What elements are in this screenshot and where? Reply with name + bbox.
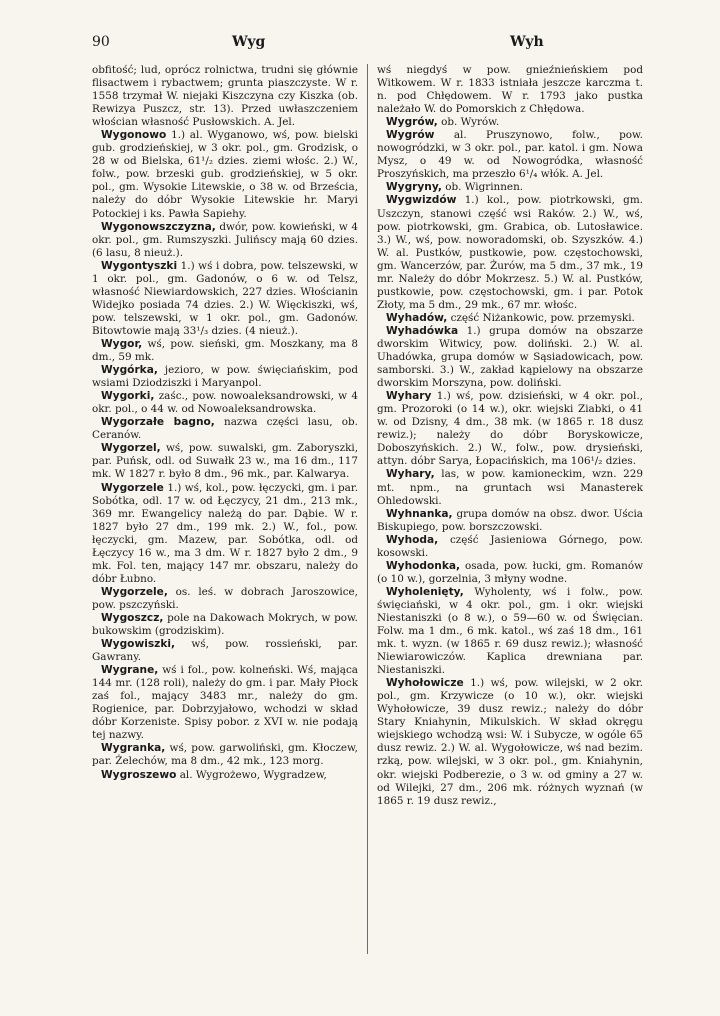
dictionary-entry: [92, 260, 358, 338]
dictionary-entry: [377, 508, 643, 534]
entry-text: część Niżankowic, pow. przemyski.: [450, 311, 635, 324]
entry-text: wś, pow. garwoliński, gm. Kłoczew, par. Żelechów, ma 8 dm., 42 mk., 123 morg.: [92, 742, 358, 768]
entry-headword: Wygryny,: [386, 181, 442, 194]
column-divider: [367, 64, 368, 954]
entry-text: wś i fol., pow. kolneński. Wś, mająca 144 mr. (128 roli), należy do gm. i par. Mały Płock zaś fol., mający 3483 mr., należy do gm. Rogienice, par. Dobrzyjałowo, wchodzi w skład dóbr Korzeniste. Spisy pobor. z XVI w. nie podają tej nazwy.: [92, 664, 358, 742]
entry-text: 1.) wś, pow. dzisieński, w 4 okr. pol., gm. Prozoroki (o 14 w.), okr. wiejski Ziabki, o 41 w. od Dzisny, 4 dm., 38 mk. (w 1865 r. 18 dusz rewiz.); należy do dóbr Boryskowicze, Doboszyńskich. 2.) W., folw., pow. drysieński, attyn. dóbr Sarya, Łopacińskich, ma 106¹/₂ dzies.: [377, 390, 643, 468]
dictionary-entry: [92, 338, 358, 364]
entry-text: ob. Wyrów.: [441, 116, 500, 129]
entry-text: nazwa części lasu, ob. Ceranów.: [92, 416, 358, 442]
dictionary-entry: [92, 742, 358, 768]
dictionary-entry: [92, 586, 358, 612]
entry-headword: Wygranka,: [101, 742, 166, 755]
entry-headword: Wyhołowicze: [386, 677, 464, 690]
dictionary-entry: [377, 181, 643, 194]
dictionary-entry: [377, 325, 643, 390]
entry-text: os. leś. w dobrach Jaroszowice, pow. pszczyński.: [92, 585, 358, 611]
entry-headword: Wygórka,: [101, 364, 158, 377]
entry-headword: Wygrów: [386, 129, 435, 142]
entry-headword: Wyhadówka: [386, 324, 459, 337]
entry-headword: Wygrów,: [386, 116, 438, 129]
dictionary-entry: [92, 64, 358, 129]
entry-text: al. Wygrożewo, Wygradzew,: [179, 768, 327, 781]
entry-text: Wyholenty, wś i folw., pow. święciański, w 4 okr. pol., gm. i okr. wiejski Niestaniszki (o 8 w.), o 59—60 w. od Święcian. Folw. ma 1 dm., 6 mk. katol., wś zaś 18 dm., 161 mk. t. wyzn. (w 1865 r. 69 dusz rewiz.); własność Niewiarowiczów. Kaplica drewniana par. Niestaniszki.: [377, 585, 643, 677]
dictionary-entry: [92, 664, 358, 742]
dictionary-entry: [92, 769, 358, 782]
entry-headword: Wygrane,: [101, 664, 159, 677]
entry-headword: Wygorki,: [101, 390, 155, 403]
entry-headword: Wyhoda,: [386, 533, 439, 546]
entry-text: 1.) kol., pow. piotrkowski, gm. Uszczyn, stanowi część wsi Raków. 2.) W., wś, pow. piotrkowski, gm. Grabica, ob. Lutosławice. 3.) W., wś, pow. noworadomski, ob. Szyszków. 4.) W. al. Pustków, pustkowie, pow. częstochowski, gm. Wancerzów, par. Żurów, ma 5 dm., 37 mk., 19 mr. Należy do dóbr Mokrzesz. 5.) W. al. Pustków, pustkowie, pow. częstochowski, gm. i par. Potok Złoty, ma 5 dm., 29 mk., 67 mr. włośc.: [377, 194, 643, 311]
entry-text: 1.) wś, kol., pow. łęczycki, gm. i par. Sobótka, odl. 17 w. od Łęczycy, 21 dm., 213 mk., 369 mr. Ewangelicy należą do par. Dąbie. W r. 1827 było 27 dm., 199 mk. 2.) W., fol., pow. łęczycki, gm. Mazew, par. Sobótka, odl. od Łęczycy 16 w., ma 3 dm. W r. 1827 było 2 dm., 9 mk. Fol. ten, mający 147 mr. obszaru, należy do dóbr Łubno.: [92, 481, 358, 585]
entry-text: jezioro, w pow. święciańskim, pod wsiami Dziodziszki i Maryanpol.: [92, 364, 358, 390]
page-header: [92, 34, 628, 56]
dictionary-entry: [92, 221, 358, 260]
entry-headword: Wygoszcz,: [101, 611, 164, 624]
running-head-right: Wyh: [510, 34, 544, 50]
dictionary-entry: [92, 442, 358, 481]
entry-text: 1.) al. Wyganowo, wś, pow. bielski gub. grodzieńskiej, w 3 okr. pol., gm. Grodzisk, o 28 w od Bielska, 61¹/₂ dzies. ziemi włośc. 2.) W., folw., pow. brzeski gub. grodzieńskiej, w 5 okr. pol., gm. Wysokie Litewskie, o 38 w. od Brześcia, należy do dóbr Wysokie Litewskie hr. Maryi Potockiej i ks. Pawła Sapiehy.: [92, 129, 358, 220]
entry-text: las, w pow. kamioneckim, wzn. 229 mt. npm., na gruntach wsi Manasterek Ohledowski.: [377, 468, 643, 507]
entry-text: wś, pow. suwalski, gm. Zaboryszki, par. Puńsk, odl. od Suwałk 23 w., ma 16 dm., 117 mk. W 1827 r. było 8 dm., 96 mk., par. Kalwarya.: [92, 442, 358, 481]
entry-text: al. Pruszynowo, folw., pow. nowogródzki, w 3 okr. pol., par. katol. i gm. Nowa Mysz, o 49 w. od Nowogródka, własność Proszyńskich, ma przeszło 6¹/₄ włók. A. Jel.: [377, 129, 643, 181]
entry-headword: Wygor,: [101, 337, 143, 350]
entry-text: pole na Dakowach Mokrych, w pow. bukowskim (grodziskim).: [92, 611, 358, 638]
entry-headword: Wygroszewo: [101, 768, 177, 781]
dictionary-entry: [377, 194, 643, 311]
entry-headword: Wygorzele,: [101, 585, 168, 598]
entry-text: 1.) wś, pow. wilejski, w 2 okr. pol., gm. Krzywicze (o 10 w.), okr. wiejski Wyhołowicze, 39 dusz rewiz.; należy do dóbr Stary Kniahynin, Mikulskich. W skład okręgu wiejskiego wchodzą wsi: W. i Subycze, w ogóle 65 dusz rewiz. 2.) W. al. Wygołowicze, wś nad bezim. rzką, pow. wilejski, w 3 okr. pol., gm. Kniahynin, okr. wiejski Podberezie, o 3 w. od gminy a 27 w. od Wilejki, 27 dm., 206 mk. różnych wyznań (w 1865 r. 19 dusz rewiz.,: [377, 677, 643, 807]
dictionary-entry: [377, 116, 643, 129]
entry-headword: Wyhnanka,: [386, 507, 453, 520]
entry-text: dwór, pow. kowieński, w 4 okr. pol., gm. Rumszyszki. Julińscy mają 60 dzies. (6 lasu, 8 nieuż.).: [92, 220, 358, 259]
entry-headword: Wygorzel,: [101, 442, 161, 455]
entry-headword: Wygonowszczyzna,: [101, 220, 216, 233]
page-number: 90: [92, 34, 110, 50]
entry-text: grupa domów na obsz. dwor. Uścia Biskupiego, pow. borszczowski.: [377, 507, 643, 533]
dictionary-entry: [377, 312, 643, 325]
entry-text: 1.) grupa domów na obszarze dworskim Witwicy, pow. doliński. 2.) W. al. Uhadówka, grupa domów w Sąsiadowicach, pow. samborski. 3.) W., zakład kąpielowy na obszarze dworskim Morszyna, pow. doliński.: [377, 324, 643, 390]
entry-text: obfitość; lud, oprócz rolnictwa, trudni się głównie flisactwem i rybactwem; grunta piaszczyste. W r. 1558 trzymał W. niejaki Kiszczyna czy Kiszka (ob. Rewizya Puszcz, str. 13). Przed uwłaszczeniem włościan własność Pusłowskich. A. Jel.: [92, 64, 358, 129]
entry-headword: Wygontyszki: [101, 259, 178, 272]
entry-headword: Wyhodonka,: [386, 559, 461, 572]
dictionary-entry: [377, 560, 643, 586]
dictionary-entry: [92, 416, 358, 442]
dictionary-entry: [92, 390, 358, 416]
dictionary-entry: [377, 468, 643, 507]
entry-headword: Wyhadów,: [386, 311, 448, 324]
entry-headword: Wyholenięty,: [386, 585, 464, 598]
entry-text: wś, pow. rossieński, par. Gawrany.: [92, 638, 358, 664]
dictionary-entry: [377, 64, 643, 116]
entry-headword: Wygonowo: [101, 129, 167, 142]
entry-headword: Wyhary: [386, 390, 432, 403]
dictionary-entry: [92, 129, 358, 220]
entry-headword: Wygorzałe bagno,: [101, 416, 215, 429]
entry-headword: Wygorzele: [101, 481, 164, 494]
entry-text: ob. Wigrinnen.: [445, 181, 524, 194]
entry-headword: Wyhary,: [386, 468, 435, 481]
entry-text: wś, pow. sieński, gm. Moszkany, ma 8 dm., 59 mk.: [92, 337, 358, 364]
dictionary-entry: [92, 364, 358, 390]
entry-text: wś niegdyś w pow. gnieźnieńskiem pod Witkowem. W r. 1833 istniała jeszcze karczma t. n. pod Chłędowem. W r. 1793 jako pustka należało W. do Pomorskich z Chłędowa.: [377, 64, 643, 116]
dictionary-entry: [92, 482, 358, 586]
left-column: [92, 64, 358, 964]
dictionary-entry: [92, 638, 358, 664]
dictionary-entry: [377, 534, 643, 560]
dictionary-entry: [377, 586, 643, 677]
entry-text: zaśc., pow. nowoaleksandrowski, w 4 okr. pol., o 44 w. od Nowoaleksandrowska.: [92, 390, 358, 416]
dictionary-entry: [377, 390, 643, 468]
dictionary-entry: [377, 677, 643, 807]
running-head-left: Wyg: [232, 34, 266, 50]
dictionary-entry: [377, 129, 643, 181]
entry-text: osada, pow. łucki, gm. Romanów (o 10 w.), gorzelnia, 3 młyny wodne.: [377, 559, 643, 585]
entry-text: część Jasieniowa Górnego, pow. kosowski.: [377, 533, 643, 559]
entry-headword: Wygwizdów: [386, 194, 457, 207]
right-column: [377, 64, 643, 964]
entry-text: 1.) wś i dobra, pow. telszewski, w 1 okr. pol., gm. Gadonów, o 6 w. od Telsz, własność Niewiardowskich, 227 dzies. Włościanin Widejko posiada 74 dzies. 2.) W. Więckiszki, wś, pow. telszewski, w 1 okr. pol., gm. Gadonów. Bitowtowie mają 33¹/₃ dzies. (4 nieuż.).: [92, 259, 358, 337]
dictionary-entry: [92, 612, 358, 638]
entry-headword: Wygowiszki,: [101, 638, 176, 651]
